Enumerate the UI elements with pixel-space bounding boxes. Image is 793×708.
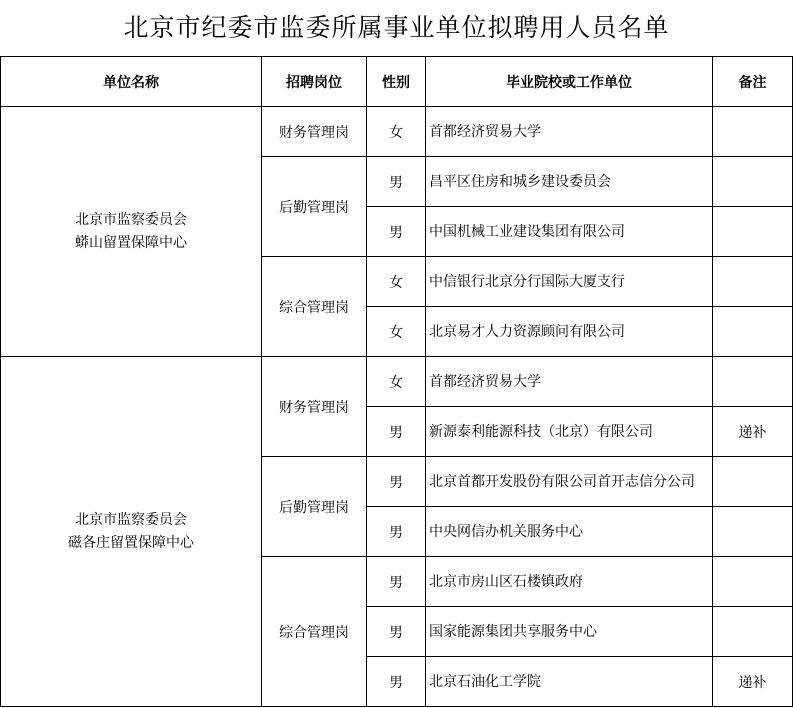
gender-cell: 男 (367, 157, 426, 207)
unit-name-cell (1, 357, 262, 707)
note-cell (713, 107, 793, 157)
candidate-table (0, 56, 793, 707)
table-header-row (1, 57, 793, 107)
header-position: 招聘岗位 (262, 57, 367, 107)
note-cell (713, 607, 793, 657)
school-cell: 中央网信办机关服务中心 (426, 507, 713, 557)
school-cell: 北京首都开发股份有限公司首开志信分公司 (426, 457, 713, 507)
school-cell: 新源泰利能源科技（北京）有限公司 (426, 407, 713, 457)
gender-cell: 男 (367, 407, 426, 457)
note-cell (713, 507, 793, 557)
header-unit: 单位名称 (1, 57, 262, 107)
school-cell: 北京易才人力资源顾问有限公司 (426, 307, 713, 357)
page-title: 北京市纪委市监委所属事业单位拟聘用人员名单 (123, 13, 670, 42)
school-cell: 北京石油化工学院 (426, 657, 713, 707)
position-cell: 综合管理岗 (262, 557, 367, 707)
school-cell: 北京市房山区石楼镇政府 (426, 557, 713, 607)
note-cell: 递补 (713, 657, 793, 707)
unit-name-line2: 蟒山留置保障中心 (75, 234, 187, 251)
note-cell (713, 357, 793, 407)
school-cell: 首都经济贸易大学 (426, 357, 713, 407)
gender-cell: 女 (367, 357, 426, 407)
header-gender: 性别 (367, 57, 426, 107)
header-note: 备注 (713, 57, 793, 107)
position-cell: 后勤管理岗 (262, 157, 367, 257)
unit-name-line2: 磁各庄留置保障中心 (68, 534, 194, 551)
note-cell (713, 207, 793, 257)
school-cell: 中国机械工业建设集团有限公司 (426, 207, 713, 257)
table-row (1, 107, 793, 157)
note-cell: 递补 (713, 407, 793, 457)
gender-cell: 女 (367, 307, 426, 357)
note-cell (713, 257, 793, 307)
position-cell: 综合管理岗 (262, 257, 367, 357)
unit-name-line1: 北京市监察委员会 (75, 511, 187, 528)
note-cell (713, 307, 793, 357)
note-cell (713, 157, 793, 207)
gender-cell: 男 (367, 457, 426, 507)
position-cell: 财务管理岗 (262, 107, 367, 157)
unit-name-line1: 北京市监察委员会 (75, 211, 187, 228)
school-cell: 昌平区住房和城乡建设委员会 (426, 157, 713, 207)
unit-name-cell (1, 107, 262, 357)
table-row (1, 357, 793, 407)
gender-cell: 男 (367, 507, 426, 557)
school-cell: 国家能源集团共享服务中心 (426, 607, 713, 657)
gender-cell: 男 (367, 607, 426, 657)
school-cell: 中信银行北京分行国际大厦支行 (426, 257, 713, 307)
position-cell: 财务管理岗 (262, 357, 367, 457)
gender-cell: 女 (367, 257, 426, 307)
header-school: 毕业院校或工作单位 (426, 57, 713, 107)
gender-cell: 男 (367, 657, 426, 707)
note-cell (713, 557, 793, 607)
gender-cell: 女 (367, 107, 426, 157)
school-cell: 首都经济贸易大学 (426, 107, 713, 157)
position-cell: 后勤管理岗 (262, 457, 367, 557)
gender-cell: 男 (367, 557, 426, 607)
gender-cell: 男 (367, 207, 426, 257)
note-cell (713, 457, 793, 507)
